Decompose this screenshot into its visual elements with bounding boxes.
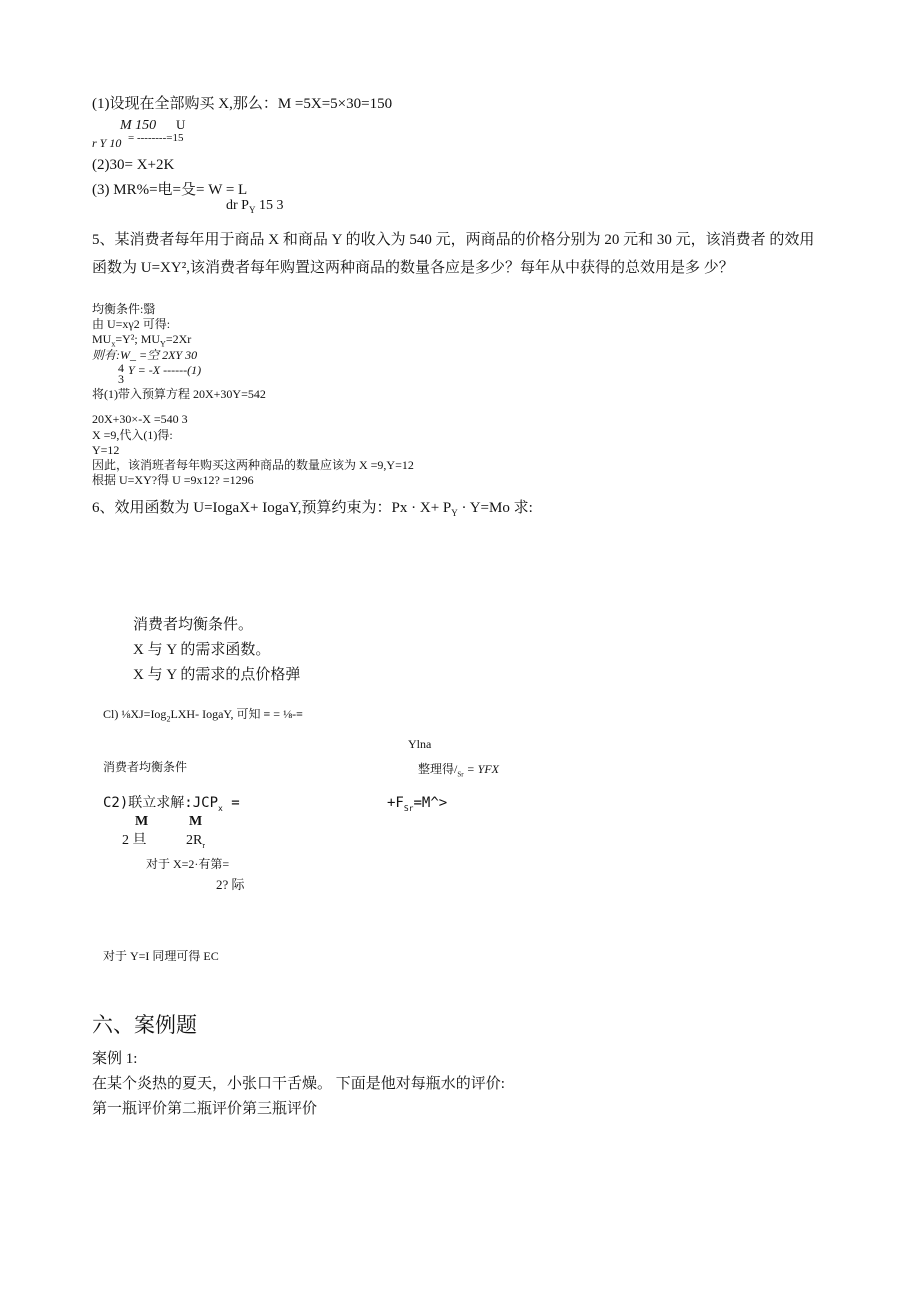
answer6-rearranged: 整理得$/_{Sr}$ = YFX bbox=[418, 762, 500, 779]
answer5-line-4: 则有:W_ =空 2XY 30 bbox=[92, 348, 198, 362]
answer6-two-ji: 2? 际 bbox=[216, 877, 245, 892]
answer6-m-left: M bbox=[135, 814, 149, 829]
answer6-equilibrium-label: 消费者均衡条件 bbox=[103, 760, 188, 774]
answer6-two-r: $2R_r$ bbox=[186, 833, 206, 850]
answer6-solve: C2)联立求解$:JCP_x$ = bbox=[103, 795, 240, 813]
answer5-line-2: 由 U=xγ2 可得: bbox=[92, 317, 171, 331]
answer6-two-dan: 2 旦 bbox=[122, 833, 147, 848]
question6-item-2: X 与 Y 的需求函数。 bbox=[133, 642, 271, 658]
answer5-line-3: $MU_x=Y^2$; $MU_Y=2Xr$ bbox=[92, 332, 192, 349]
question-5: 5、某消费者每年用于商品 X 和商品 Y 的收入为 540 元，两商品的价格分别为 20 元和 30 元，该消费者 的效用函数为 U=XY²,该消费者每年购置这两种商品的数量各应是多少？每年从中获得的总效用是多 少？ bbox=[92, 232, 815, 276]
answer6-ylna: Ylna bbox=[408, 737, 432, 751]
answer5-eq-1: Y = -X ------(1) bbox=[128, 363, 202, 377]
section-heading-case-study: 六、案例题 bbox=[92, 1013, 197, 1037]
question6-item-1: 消费者均衡条件。 bbox=[133, 617, 254, 633]
answer5-line-6: 将(1)带入预算方程 20X+30Y=542 bbox=[92, 387, 266, 401]
question6-item-3: X 与 Y 的需求的点价格弹 bbox=[133, 667, 301, 683]
formula-m-150: M 150 bbox=[120, 118, 157, 133]
answer6-solve-right: $+F_{Sr}=M\^{}>$ bbox=[387, 795, 448, 813]
question-6: 6、效用函数为 U=IogaX+ IogaY,预算约束为：$Px \cdot X+ P_Y \cdot Y=Mo$ 求: bbox=[92, 500, 533, 518]
formula-u: U bbox=[176, 117, 186, 132]
case-1-evaluation-row: 第一瓶评价第二瓶评价第三瓶评价 bbox=[92, 1101, 318, 1117]
answer5-fraction-num: 4 bbox=[118, 361, 124, 375]
case-1-label: 案例 1: bbox=[92, 1051, 138, 1067]
answer5-line-9: Y=12 bbox=[92, 443, 120, 457]
answer5-line-1: 均衡条件:翳 bbox=[92, 302, 156, 316]
answer5-line-11: 根据 U=XY?得 U =9x12? =1296 bbox=[92, 473, 254, 487]
answer-line-3-denominator: dr $P_Y$ 15 3 bbox=[226, 198, 284, 215]
answer6-for-y: 对于 Y=I 同理可得 EC bbox=[103, 949, 219, 963]
answer6-line-1: Cl) ⅛XJ=Iog$_2$LXH- IogaY, 可知 ≡ = ⅛-≡ bbox=[103, 707, 303, 724]
answer5-line-10: 因此，该消班者每年购买这两种商品的数量应该为 X =9,Y=12 bbox=[92, 458, 414, 472]
answer-line-2: (2)30= X+2K bbox=[92, 157, 175, 173]
case-1-text: 在某个炎热的夏天，小张口干舌燥。 下面是他对每瓶水的评价: bbox=[92, 1076, 505, 1092]
formula-y-10: r Y 10 bbox=[92, 136, 122, 150]
answer5-line-8: X =9,代入(1)得: bbox=[92, 428, 173, 442]
answer6-for-x: 对于 X=2·有第= bbox=[146, 857, 230, 871]
answer5-line-7: 20X+30×-X =540 3 bbox=[92, 412, 188, 426]
answer-line-1: (1)设现在全部购买 X,那么：M =5X=5×30=150 bbox=[92, 96, 393, 112]
answer6-m-right: M bbox=[189, 814, 203, 829]
formula-fraction-15: = --------=15 bbox=[128, 132, 184, 144]
answer5-fraction-den: 3 bbox=[118, 372, 124, 386]
answer-line-3: (3) MR%=电=殳= W = L bbox=[92, 182, 248, 198]
